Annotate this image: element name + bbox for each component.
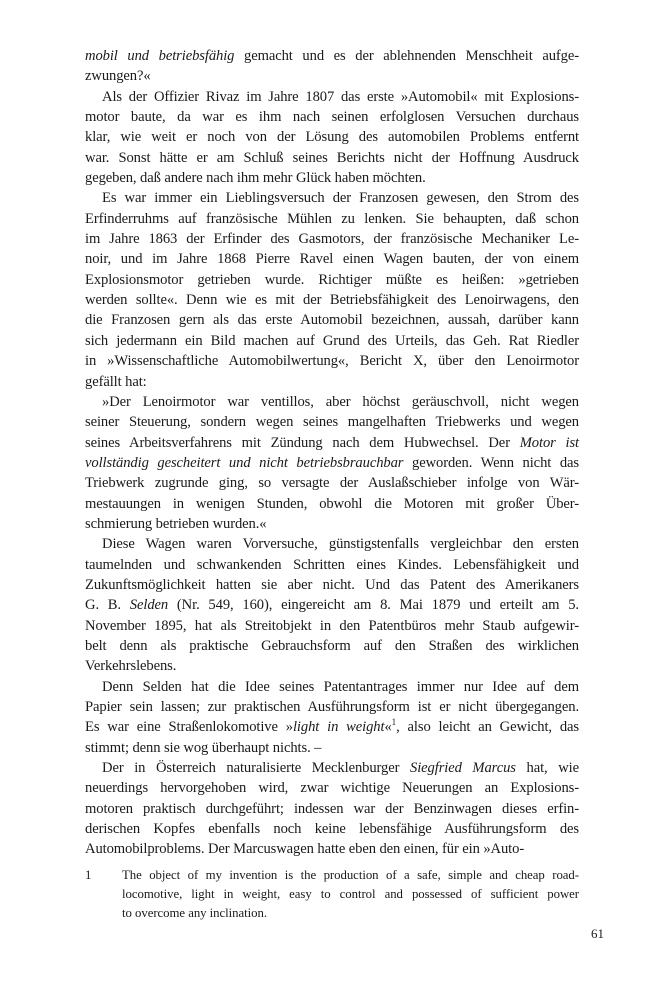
text-line: [85, 188, 579, 208]
emphasized-text: mobil und betriebsfähig: [85, 48, 235, 64]
paragraph: [85, 758, 579, 860]
text-segment: Triebwerk zugrunde ging, so versagte der Auslaßschieber infolge von Wär-: [85, 475, 579, 492]
text-segment: , also leicht an Gewicht, das: [396, 719, 580, 736]
text-segment: Explosionsmotor getrieben wurde. Richtiger müßte es heißen: »getrieben: [85, 271, 579, 288]
text-segment: hat, wie: [515, 760, 579, 777]
text-line: [85, 473, 579, 493]
text-line: [85, 148, 579, 168]
text-line: [85, 392, 579, 412]
paragraph: [85, 392, 579, 534]
emphasized-text: light in weight: [292, 719, 385, 736]
text-segment: Es war eine Straßenlokomotive »: [85, 719, 293, 736]
text-line: [122, 885, 579, 904]
text-line: [85, 555, 579, 575]
text-segment: gefällt hat:: [85, 373, 147, 390]
paragraph: [85, 46, 579, 87]
text-line: [85, 433, 579, 453]
text-segment: im Jahre 1863 der Erfinder des Gasmotors, der französische Mechaniker Le-: [85, 231, 579, 248]
footnote: [85, 866, 579, 923]
text-line: [85, 372, 579, 392]
text-line: [85, 229, 579, 249]
text-line: [85, 616, 579, 636]
text-line: [85, 799, 579, 819]
text-line: [85, 351, 579, 371]
text-line: [85, 494, 579, 514]
text-segment: belt denn als praktische Gebrauchsform auf den Straßen des wirklichen: [85, 637, 579, 654]
text-segment: zwungen?«: [85, 68, 151, 85]
text-segment: schmierung betrieben wurden.«: [85, 515, 267, 532]
text-segment: die Franzosen gern als das erste Automobil bezeichnen, aussah, darüber kann: [85, 312, 579, 329]
text-segment: to overcome any inclination.: [122, 906, 268, 920]
text-segment: gemacht und es der ablehnenden Menschheit aufge-: [234, 48, 579, 64]
text-segment: sich jedermann ein Bild machen auf Grund des Urteils, das Geh. Rat Riedler: [85, 332, 579, 349]
text-segment: war. Sonst hätte er am Schluß seines Berichts nicht der Hoffnung Ausdruck: [85, 149, 579, 166]
text-segment: seines Arbeitsverfahrens mit Zündung nach dem Hubwechsel. Der: [85, 434, 520, 451]
text-segment: in »Wissenschaftliche Automobilwertung«, Bericht X, über den Lenoirmotor: [85, 353, 579, 370]
footnote-marker: 1: [85, 868, 92, 882]
text-segment: derischen Kopfes ebenfalls noch keine lebensfähige Ausführungsform des: [85, 821, 579, 838]
text-segment: Verkehrslebens.: [85, 658, 177, 675]
text-line: [85, 168, 579, 188]
text-line: [85, 66, 579, 86]
text-line: [85, 453, 579, 473]
text-line: [85, 839, 579, 859]
text-line: [85, 758, 579, 778]
text-segment: Zukunftsmöglichkeit hatten sie aber nicht. Und das Patent des Amerikaners: [85, 576, 579, 593]
text-segment: gegeben, daß andere nach ihm mehr Glück haben möchten.: [85, 170, 426, 187]
text-segment: werden sollte«. Denn wie es mit der Betriebsfähigkeit des Lenoirwagens, den: [85, 292, 579, 309]
text-segment: »Der Lenoirmotor war ventillos, aber höchst geräuschvoll, nicht wegen: [102, 393, 579, 410]
text-line: [85, 717, 579, 737]
text-segment: Der in Österreich naturalisierte Mecklenburger: [102, 760, 411, 777]
text-line: [85, 249, 579, 269]
text-segment: November 1895, hat als Streitobjekt in den Patentbüros mehr Staub aufgewir-: [85, 617, 579, 634]
text-line: [85, 697, 579, 717]
paragraph: [85, 534, 579, 676]
paragraph: [85, 677, 579, 758]
text-segment: The object of my invention is the production of a safe, simple and cheap road-: [122, 868, 579, 882]
text-segment: Als der Offizier Rivaz im Jahre 1807 das erste »Automobil« mit Explosions-: [102, 88, 579, 105]
text-line: [85, 575, 579, 595]
text-line: [85, 46, 579, 66]
text-line: [122, 904, 579, 923]
text-line: [85, 636, 579, 656]
text-line: [85, 819, 579, 839]
text-line: [85, 534, 579, 554]
text-segment: geworden. Wenn nicht das: [403, 454, 579, 471]
text-segment: stimmt; denn sie wog überhaupt nichts. –: [85, 739, 322, 756]
text-segment: taumelnden und schwankenden Schritten eines Kindes. Lebensfähigkeit und: [85, 556, 579, 573]
text-line: [85, 310, 579, 330]
paragraph: [85, 87, 579, 189]
text-line: [85, 331, 579, 351]
page-number: 61: [591, 926, 604, 941]
text-line: [122, 866, 579, 885]
text-line: [85, 290, 579, 310]
text-segment: Papier sein lassen; zur praktischen Ausführungsform ist er nicht übergegangen.: [85, 699, 579, 715]
text-line: [85, 778, 579, 798]
text-line: [85, 412, 579, 432]
text-segment: mestauungen in wenigen Stunden, obwohl die Motoren mit großer Über-: [85, 495, 579, 512]
text-segment: motor baute, da war es ihm nach seinen erfolglosen Versuchen durchaus: [85, 109, 579, 126]
text-segment: (Nr. 549, 160), eingereicht am 8. Mai 1879 und erteilt am 5.: [168, 597, 579, 614]
text-line: [85, 107, 579, 127]
text-line: [85, 738, 579, 758]
text-segment: Erfinderruhms auf französische Mühlen zu lenken. Sie behaupten, daß schon: [85, 210, 579, 227]
text-line: [85, 87, 579, 107]
footnote-reference: 1: [391, 717, 397, 728]
text-segment: klar, wie weit er noch von der Lösung des automobilen Problems entfernt: [85, 129, 579, 146]
text-line: [85, 514, 579, 534]
paragraph: [85, 188, 579, 391]
text-segment: motoren praktisch durchgeführt; indessen war der Benzinwagen dieses erfin-: [85, 800, 579, 817]
emphasized-text: Siegfried Marcus: [410, 760, 516, 777]
body-text: [85, 46, 579, 860]
text-segment: locomotive, light in weight, easy to control and possessed of sufficient power: [122, 887, 579, 901]
emphasized-text: Selden: [129, 597, 169, 614]
text-segment: Automobilproblems. Der Marcuswagen hatte eben den einen, für ein »Auto-: [85, 841, 525, 858]
text-line: [85, 677, 579, 697]
text-segment: Es war immer ein Lieblingsversuch der Franzosen gewesen, den Strom des: [102, 190, 579, 207]
emphasized-text: vollständig gescheitert und nicht betriebsbrauchbar: [85, 454, 404, 471]
text-segment: seiner Steuerung, sondern wegen seines mangelhaften Triebwerks und wegen: [85, 414, 579, 431]
text-segment: G. B.: [85, 597, 130, 614]
text-segment: Denn Selden hat die Idee seines Patentantrages immer nur Idee auf dem: [102, 678, 579, 695]
footnote-text: [85, 866, 579, 923]
text-line: [85, 595, 579, 615]
text-segment: noir, und im Jahre 1868 Pierre Ravel einen Wagen bauten, der von einem: [85, 251, 579, 268]
emphasized-text: Motor ist: [519, 434, 579, 451]
text-segment: «: [384, 719, 392, 736]
text-segment: Diese Wagen waren Vorversuche, günstigstenfalls vergleichbar den ersten: [102, 536, 579, 553]
text-line: [85, 209, 579, 229]
text-line: [85, 270, 579, 290]
text-line: [85, 127, 579, 147]
text-segment: neuerdings hervorgehoben wird, zwar wichtige Neuerungen an Explosions-: [85, 780, 579, 797]
text-line: [85, 656, 579, 676]
